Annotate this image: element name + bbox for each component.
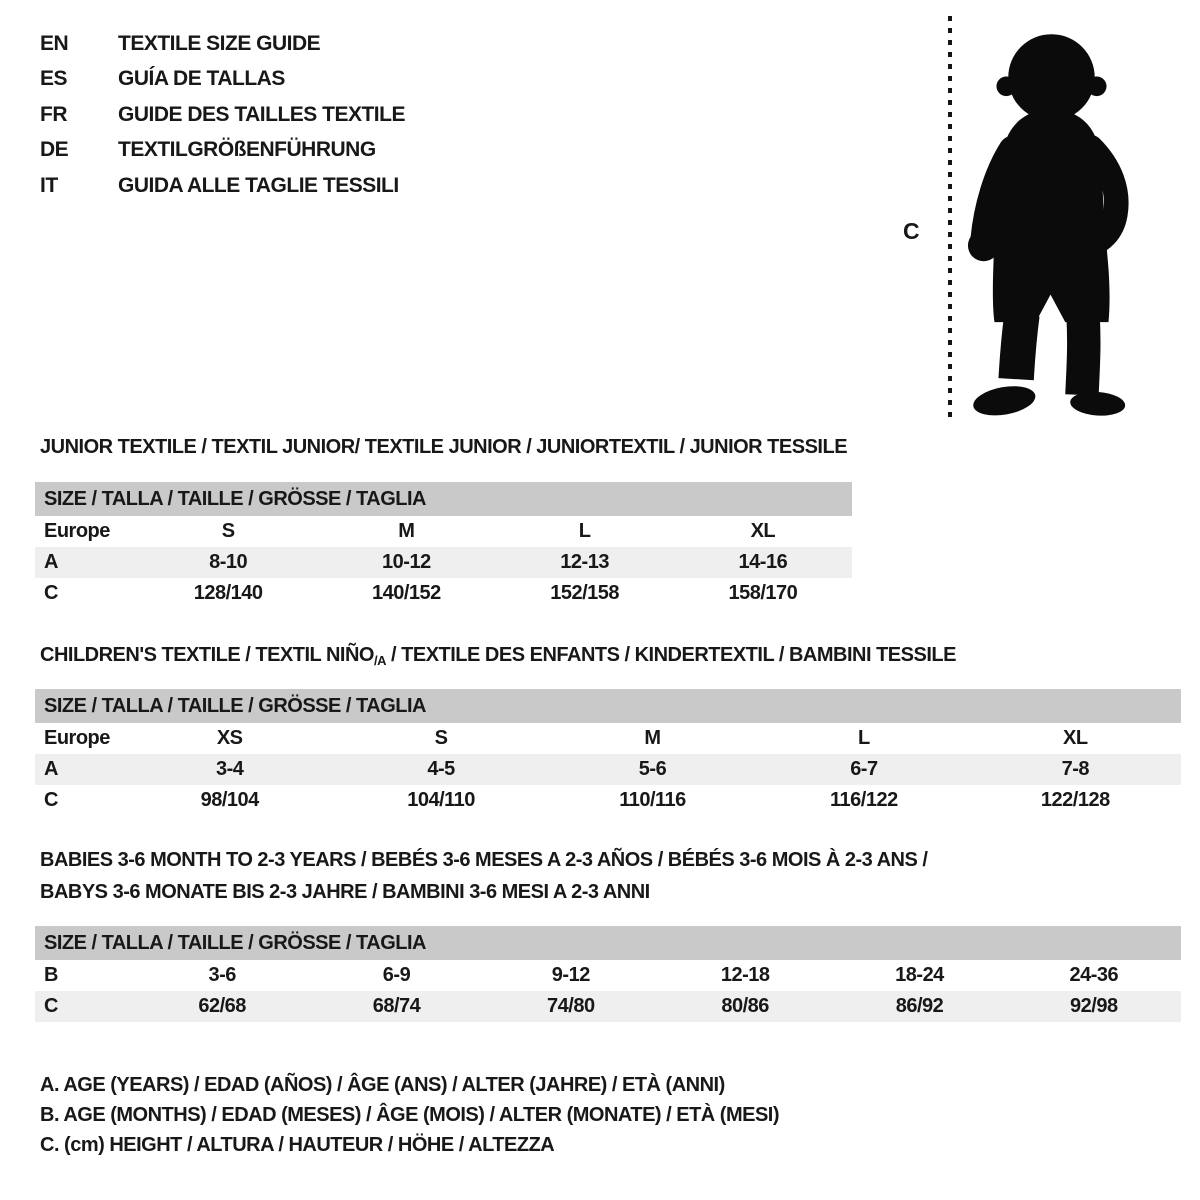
table-cell: 152/158 (550, 582, 620, 604)
junior-section-title: JUNIOR TEXTILE / TEXTIL JUNIOR/ TEXTILE JUNIOR / JUNIORTEXTIL / JUNIOR TESSILE (40, 436, 848, 458)
lang-row-it (40, 168, 405, 204)
lang-title-es: GUÍA DE TALLAS (118, 67, 285, 91)
table-cell: 5-6 (638, 758, 667, 780)
table-cell: 3-4 (215, 758, 244, 780)
table-cell: 122/128 (1040, 789, 1110, 811)
row-label: C (44, 995, 58, 1017)
table-cell: S (434, 727, 448, 749)
lang-code-it: IT (40, 173, 58, 197)
babies-section-title (40, 844, 927, 908)
height-measure-label: C (903, 218, 920, 244)
table-cell: 86/92 (895, 995, 944, 1017)
table-cell: 10-12 (382, 551, 431, 573)
table-cell: 7-8 (1061, 758, 1089, 780)
footnote-age-years: A. AGE (YEARS) / EDAD (AÑOS) / ÂGE (ANS) / ALTER (JAHRE) / ETÀ (ANNI) (40, 1074, 725, 1096)
children-age-row (35, 754, 1181, 785)
table-cell: 158/170 (728, 582, 798, 604)
table-cell: 8-10 (209, 551, 248, 573)
toddler-silhouette-icon (965, 18, 1137, 418)
children-size-header-bar: SIZE / TALLA / TAILLE / GRÖSSE / TAGLIA (35, 689, 1181, 723)
row-label: C (44, 789, 58, 811)
table-cell: M (398, 520, 415, 542)
table-cell: 68/74 (372, 995, 421, 1017)
table-cell: 98/104 (200, 789, 259, 811)
table-cell: 104/110 (407, 789, 475, 811)
lang-title-en: TEXTILE SIZE GUIDE (118, 31, 321, 55)
table-cell: 92/98 (1070, 995, 1118, 1017)
table-cell: 140/152 (371, 582, 441, 604)
table-cell: 14-16 (738, 551, 788, 573)
lang-title-it: GUIDA ALLE TAGLIE TESSILI (118, 173, 399, 197)
babies-title-line2: BABYS 3-6 MONATE BIS 2-3 JAHRE / BAMBINI 3-6 MESI A 2-3 ANNI (40, 881, 650, 903)
row-label: C (44, 582, 58, 604)
table-cell: 80/86 (721, 995, 769, 1017)
table-cell: 74/80 (547, 995, 595, 1017)
junior-size-table (35, 482, 852, 609)
row-label: Europe (44, 727, 110, 749)
table-cell: 18-24 (895, 964, 944, 986)
row-label: A (44, 551, 58, 573)
lang-title-fr: GUIDE DES TAILLES TEXTILE (118, 102, 405, 126)
table-cell: 62/68 (198, 995, 246, 1017)
footnote-age-months: B. AGE (MONTHS) / EDAD (MESES) / ÂGE (MOIS) / ALTER (MONATE) / ETÀ (MESI) (40, 1104, 780, 1126)
row-label: Europe (44, 520, 110, 542)
row-label: A (44, 758, 58, 780)
table-cell: S (221, 520, 235, 542)
footnote-legend (40, 1070, 779, 1160)
children-height-row (35, 785, 1181, 816)
table-cell: 12-18 (720, 964, 770, 986)
junior-size-header-bar: SIZE / TALLA / TAILLE / GRÖSSE / TAGLIA (35, 482, 852, 516)
height-dashed-line-icon (945, 16, 955, 418)
lang-code-de: DE (40, 138, 69, 162)
babies-age-row (35, 960, 1181, 991)
babies-title-line1: BABIES 3-6 MONTH TO 2-3 YEARS / BEBÉS 3-6 MESES A 2-3 AÑOS / BÉBÉS 3-6 MOIS À 2-3 ANS / (40, 849, 928, 871)
lang-row-fr (40, 97, 405, 133)
lang-code-fr: FR (40, 102, 67, 126)
table-cell: 9-12 (551, 964, 590, 986)
table-cell: 12-13 (560, 551, 609, 573)
table-cell: 24-36 (1069, 964, 1119, 986)
babies-size-header-bar: SIZE / TALLA / TAILLE / GRÖSSE / TAGLIA (35, 926, 1181, 960)
table-cell: 6-7 (850, 758, 878, 780)
children-title-part2: / TEXTILE DES ENFANTS / KINDERTEXTIL / BAMBINI TESSILE (385, 644, 956, 666)
table-cell: L (858, 727, 870, 749)
junior-height-row (35, 578, 852, 609)
children-title-sub: /A (373, 653, 386, 668)
table-cell: 128/140 (193, 582, 263, 604)
lang-title-de: TEXTILGRÖßENFÜHRUNG (118, 138, 376, 162)
junior-age-row (35, 547, 852, 578)
babies-size-table (35, 926, 1181, 1022)
table-cell: 4-5 (427, 758, 455, 780)
children-size-table (35, 689, 1181, 816)
lang-code-en: EN (40, 31, 69, 55)
table-cell: 110/116 (619, 789, 686, 811)
children-europe-row (35, 723, 1181, 754)
footnote-height: C. (cm) HEIGHT / ALTURA / HAUTEUR / HÖHE / ALTEZZA (40, 1134, 555, 1156)
children-title-part1: CHILDREN'S TEXTILE / TEXTIL NIÑO (40, 644, 374, 666)
table-cell: XL (1063, 727, 1088, 749)
lang-row-en (40, 26, 405, 62)
table-cell: 6-9 (382, 964, 411, 986)
junior-europe-row (35, 516, 852, 547)
babies-height-row (35, 991, 1181, 1022)
lang-row-es (40, 62, 405, 98)
lang-code-es: ES (40, 67, 68, 91)
lang-row-de (40, 133, 405, 169)
table-cell: XL (750, 520, 776, 542)
row-label: B (44, 964, 58, 986)
language-title-block (40, 26, 405, 204)
table-cell: 3-6 (208, 964, 236, 986)
table-cell: 116/122 (830, 789, 898, 811)
children-section-title (40, 644, 956, 668)
table-cell: XS (216, 727, 243, 749)
table-cell: M (644, 727, 661, 749)
table-cell: L (578, 520, 591, 542)
